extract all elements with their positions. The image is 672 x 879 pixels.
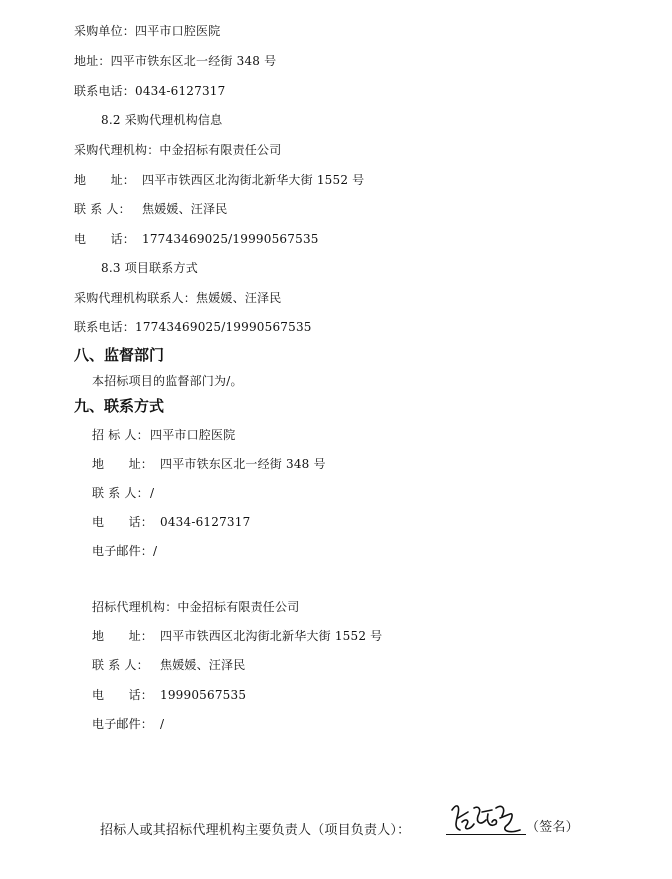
agency-contact-label: 联 系 人：: [74, 202, 131, 216]
section-8-3-title: 8.3 项目联系方式: [101, 261, 198, 275]
tenderer-name-value: 四平市口腔医院: [150, 428, 236, 442]
purchaser-phone-line: [74, 84, 225, 98]
tenderer-phone-value: 0434-6127317: [160, 515, 251, 529]
tenderer-email-line: [92, 544, 157, 558]
tenderer-contact-label: 联 系 人：: [92, 486, 149, 500]
section-9-heading: 九、联系方式: [74, 397, 165, 415]
agency-phone-value: 17743469025/19990567535: [142, 232, 319, 246]
bid-agency-address-line: [92, 629, 382, 643]
supervision-text: 本招标项目的监督部门为/。: [92, 374, 243, 388]
agency-contact-value: 焦媛媛、汪泽民: [142, 202, 228, 216]
agency-address-line: [74, 173, 364, 187]
agency-name-label: 采购代理机构：: [74, 143, 160, 157]
bid-agency-address-label: 地 址：: [92, 629, 154, 643]
project-contact-label: 采购代理机构联系人：: [74, 291, 197, 305]
bid-agency-phone-value: 19990567535: [160, 688, 247, 702]
purchaser-address-line: [74, 54, 276, 68]
bid-agency-contact-value: 焦媛媛、汪泽民: [160, 658, 246, 672]
bid-agency-email-line: [92, 717, 164, 731]
project-phone-line: [74, 320, 312, 334]
tenderer-phone-line: [92, 515, 250, 529]
bid-agency-contact-line: [92, 658, 245, 672]
bid-agency-name-label: 招标代理机构：: [92, 600, 178, 614]
agency-phone-label: 电 话：: [74, 232, 136, 246]
bid-agency-name-line: [92, 600, 299, 614]
tenderer-phone-label: 电 话：: [92, 515, 154, 529]
project-contact-line: [74, 291, 281, 305]
tenderer-address-label: 地 址：: [92, 457, 154, 471]
tenderer-contact-value: /: [150, 486, 155, 500]
purchaser-address-value: 四平市铁东区北一经街 348 号: [110, 54, 277, 68]
bid-agency-phone-label: 电 话：: [92, 688, 154, 702]
tenderer-name-label: 招 标 人：: [92, 428, 149, 442]
agency-name-line: [74, 143, 281, 157]
purchaser-unit-line: [74, 24, 220, 38]
bid-agency-email-value: /: [160, 717, 165, 731]
signature-suffix: （签名）: [526, 820, 579, 835]
purchaser-address-label: 地址：: [74, 54, 111, 68]
tenderer-address-line: [92, 457, 326, 471]
agency-contact-line: [74, 202, 227, 216]
agency-name-value: 中金招标有限责任公司: [159, 143, 282, 157]
tenderer-address-value: 四平市铁东区北一经街 348 号: [160, 457, 326, 471]
purchaser-unit-value: 四平市口腔医院: [135, 24, 221, 38]
bid-agency-email-label: 电子邮件：: [92, 717, 154, 731]
project-contact-value: 焦媛媛、汪泽民: [196, 291, 282, 305]
bid-agency-name-value: 中金招标有限责任公司: [177, 600, 300, 614]
section-8-heading: 八、监督部门: [74, 346, 165, 364]
tenderer-email-value: /: [153, 544, 158, 558]
tenderer-name-line: [92, 428, 235, 442]
purchaser-phone-value: 0434-6127317: [135, 84, 226, 98]
bid-agency-phone-line: [92, 688, 246, 702]
tenderer-contact-line: [92, 486, 154, 500]
section-8-2-title: 8.2 采购代理机构信息: [101, 113, 223, 127]
purchaser-phone-label: 联系电话：: [74, 84, 136, 98]
handwritten-signature: [448, 800, 528, 840]
bid-agency-contact-label: 联 系 人：: [92, 658, 149, 672]
project-phone-value: 17743469025/19990567535: [135, 320, 312, 334]
agency-address-value: 四平市铁西区北沟街北新华大街 1552 号: [142, 173, 365, 187]
purchaser-unit-label: 采购单位：: [74, 24, 136, 38]
project-phone-label: 联系电话：: [74, 320, 136, 334]
agency-phone-line: [74, 232, 319, 246]
bid-agency-address-value: 四平市铁西区北沟街北新华大街 1552 号: [160, 629, 383, 643]
agency-address-label: 地 址：: [74, 173, 136, 187]
signature-text: 招标人或其招标代理机构主要负责人（项目负责人）：: [100, 823, 411, 838]
tenderer-email-label: 电子邮件：: [92, 544, 154, 558]
